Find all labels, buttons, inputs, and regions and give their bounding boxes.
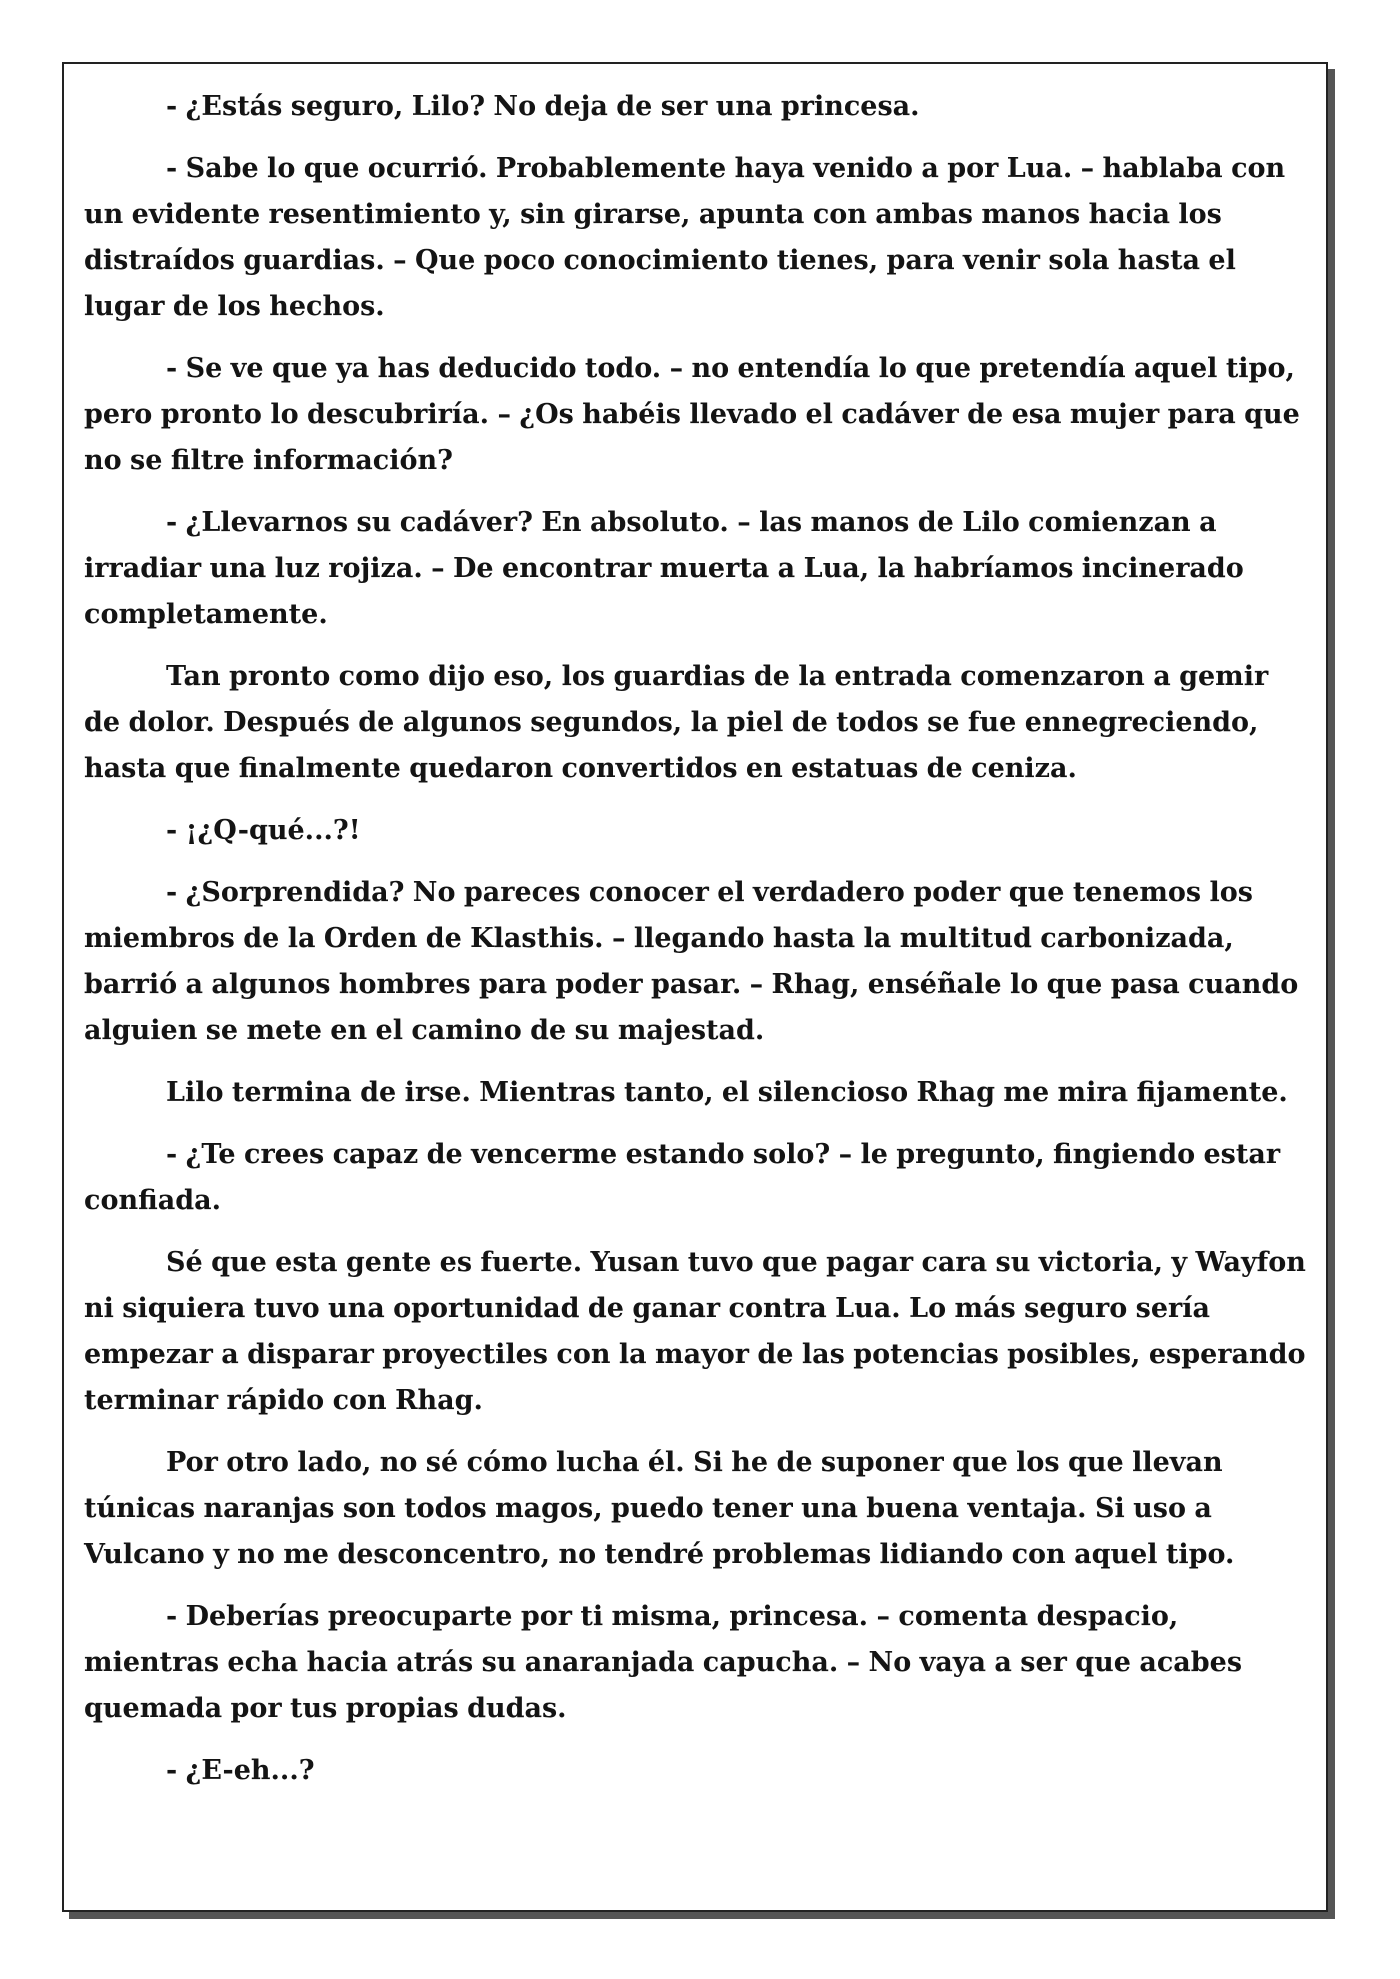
paragraph: - ¿Sorprendida? No pareces conocer el verdadero poder que tenemos los miembros de la Orden de Klasthis. – llegando hasta la multitud carbonizada, barrió a algunos hombres para poder pasar. – Rhag, enséñale lo que pasa cuando alguien se mete en el camino de su majestad.: [84, 877, 1299, 1046]
paragraph: - ¿Te crees capaz de vencerme estando solo? – le pregunto, fingiendo estar confiada.: [84, 1139, 1281, 1216]
paragraph: Lilo termina de irse. Mientras tanto, el silencioso Rhag me mira fijamente.: [166, 1077, 1288, 1108]
paragraph: - Deberías preocuparte por ti misma, princesa. – comenta despacio, mientras echa hacia atrás su anaranjada capucha. – No vaya a ser que acabes quemada por tus propias dudas.: [84, 1601, 1243, 1724]
paragraph: - ¡¿Q-qué...?!: [166, 815, 361, 846]
paragraph: - ¿Estás seguro, Lilo? No deja de ser una princesa.: [166, 91, 920, 122]
paragraph: Sé que esta gente es fuerte. Yusan tuvo que pagar cara su victoria, y Wayfon ni siquiera tuvo una oportunidad de ganar contra Lua. Lo más seguro sería empezar a disparar proyectiles con la mayor de las potencias posibles, esperando terminar rápido con Rhag.: [84, 1247, 1306, 1416]
paragraph: - Se ve que ya has deducido todo. – no entendía lo que pretendía aquel tipo, pero pronto lo descubriría. – ¿Os habéis llevado el cadáver de esa mujer para que no se filtre información?: [84, 353, 1300, 476]
paragraph: - ¿Llevarnos su cadáver? En absoluto. – las manos de Lilo comienzan a irradiar una luz rojiza. – De encontrar muerta a Lua, la habríamos incinerado completamente.: [84, 507, 1244, 630]
paragraph: Por otro lado, no sé cómo lucha él. Si he de suponer que los que llevan túnicas naranjas son todos magos, puedo tener una buena ventaja. Si uso a Vulcano y no me desconcentro, no tendré problemas lidiando con aquel tipo.: [84, 1447, 1235, 1570]
paragraph: - Sabe lo que ocurrió. Probablemente haya venido a por Lua. – hablaba con un evidente resentimiento y, sin girarse, apunta con ambas manos hacia los distraídos guardias. – Que poco conocimiento tienes, para venir sola hasta el lugar de los hechos.: [84, 153, 1286, 322]
paragraph: Tan pronto como dijo eso, los guardias de la entrada comenzaron a gemir de dolor. Después de algunos segundos, la piel de todos se fue ennegreciendo, hasta que finalmente quedaron convertidos en estatuas de ceniza.: [84, 661, 1269, 784]
page-frame: [62, 62, 1328, 1912]
text-body: [84, 84, 1306, 1810]
paragraph: - ¿E-eh...?: [166, 1755, 315, 1786]
